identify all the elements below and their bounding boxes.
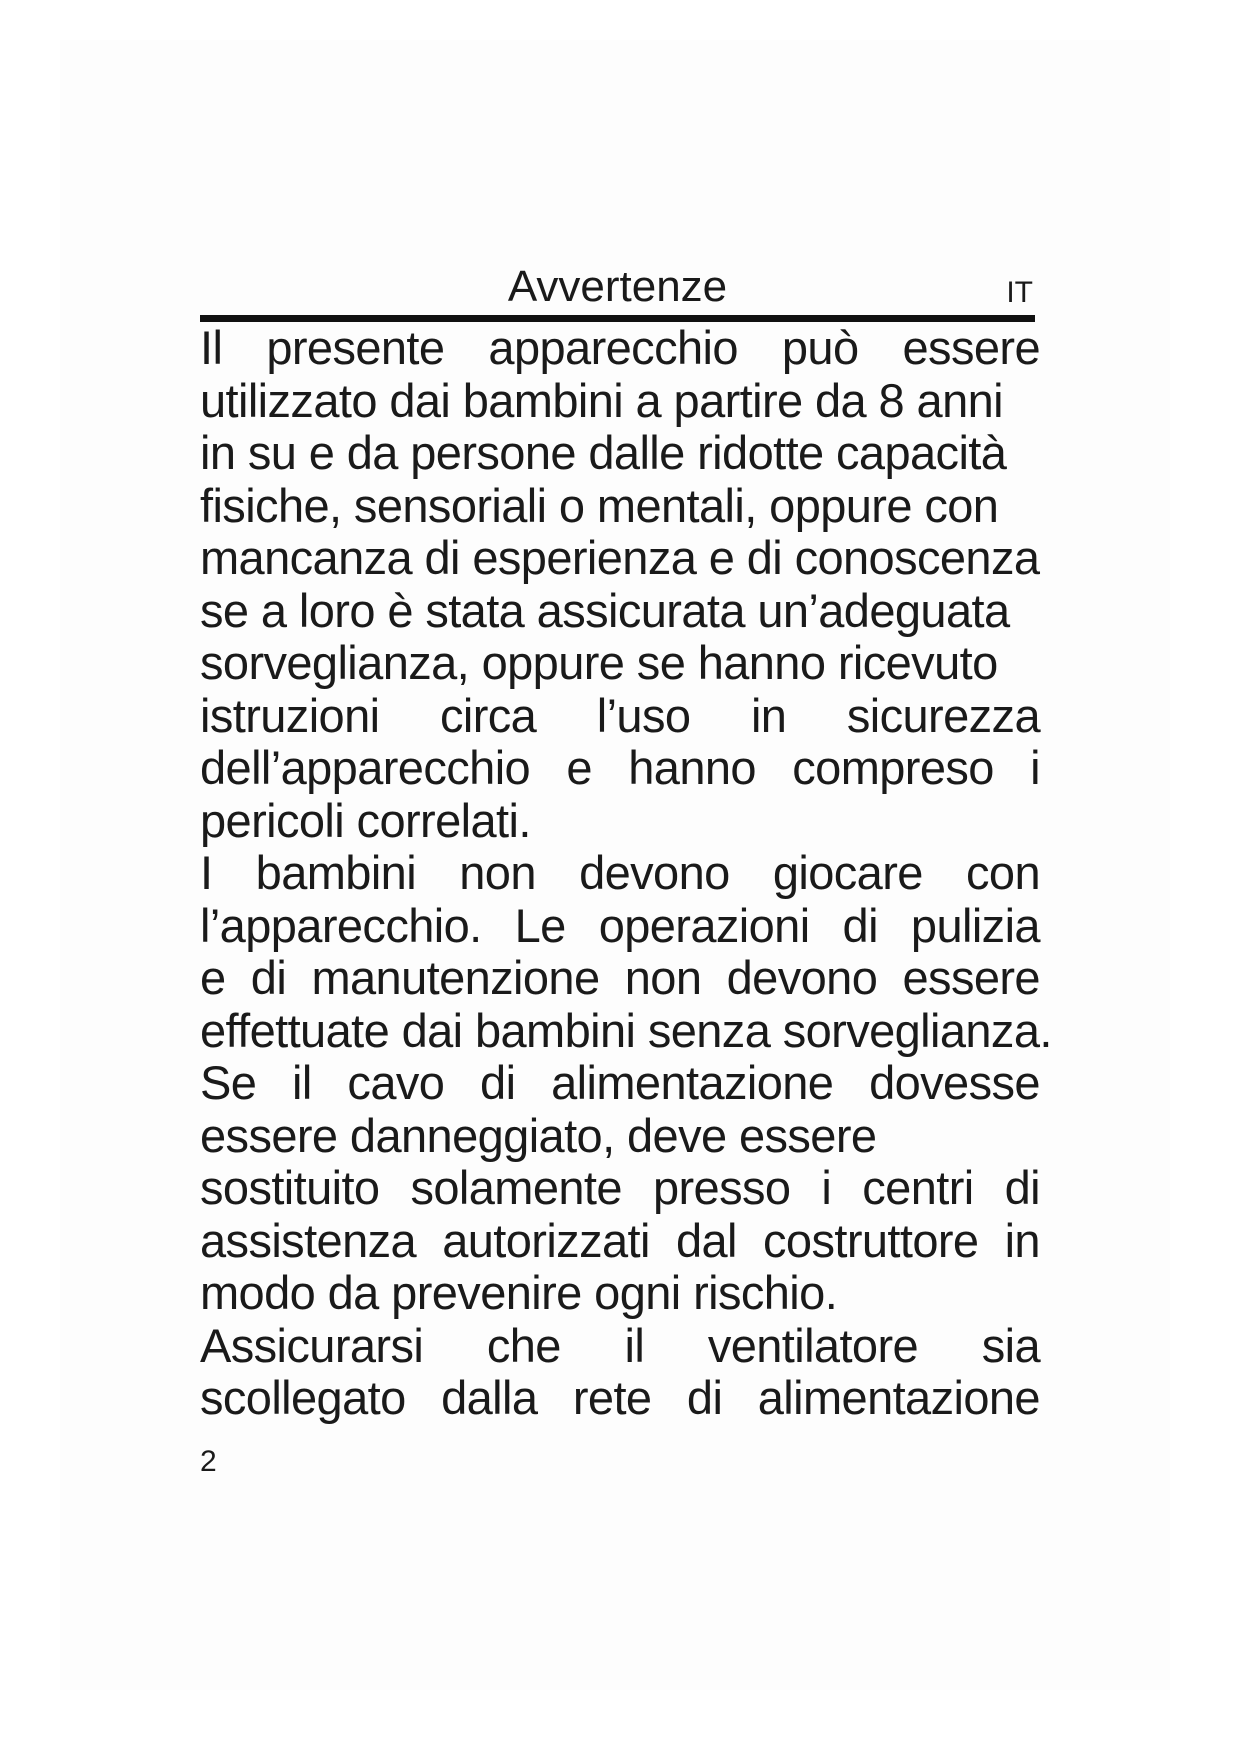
text-line: mancanza di esperienza e di conoscenza (200, 531, 1040, 584)
word: di (842, 898, 878, 952)
text-line (200, 952, 1040, 1005)
word: di (480, 1056, 516, 1109)
language-code: IT (1006, 276, 1033, 309)
word: centri (862, 1161, 974, 1214)
word: Assicurarsi (200, 1318, 424, 1372)
word: dal (675, 1213, 737, 1267)
word: essere (902, 951, 1040, 1004)
text-line: pericoli correlati. (200, 793, 531, 847)
text-line (200, 1372, 1040, 1425)
text-line: modo da prevenire ogni rischio. (200, 1266, 838, 1319)
word: Il (200, 321, 223, 374)
word: cavo (347, 1056, 445, 1109)
word: alimentazione (551, 1056, 834, 1109)
text-line: se a loro è stata assicurata un’adeguata (200, 583, 1010, 637)
text-line: effettuate dai bambini senza sorveglianza. (200, 1003, 1052, 1057)
text-line: in su e da persone dalle ridotte capacità (200, 426, 1007, 479)
word: rete (572, 1371, 652, 1424)
text-line (200, 742, 1040, 795)
word: istruzioni (200, 688, 380, 742)
word: autorizzati (442, 1213, 650, 1267)
word: può (781, 321, 859, 374)
page-number: 2 (200, 1445, 217, 1478)
word: solamente (410, 1161, 622, 1214)
word: dovesse (869, 1056, 1040, 1109)
word: di (686, 1371, 723, 1424)
word: dell’apparecchio (200, 741, 531, 794)
word: sicurezza (846, 688, 1040, 742)
word: Le (514, 898, 566, 952)
page-title: Avvertenze (507, 262, 728, 311)
word: sostituito (200, 1161, 380, 1214)
word: i (821, 1161, 832, 1214)
word: manutenzione (311, 951, 600, 1004)
warnings-body (200, 321, 1052, 1425)
word: assistenza (200, 1213, 417, 1267)
word: non (624, 951, 702, 1004)
text-line (200, 322, 1040, 375)
word: compreso (792, 741, 994, 794)
text-line (200, 690, 1040, 743)
word: i (1030, 741, 1040, 794)
text-line: sorveglianza, oppure se hanno ricevuto (200, 636, 998, 689)
word: costruttore (763, 1213, 979, 1267)
word: in (1004, 1213, 1040, 1267)
word: hanno (628, 741, 756, 794)
page-header (200, 262, 1035, 324)
word: dalla (441, 1371, 538, 1424)
word: I (200, 846, 213, 899)
word: apparecchio (488, 321, 738, 374)
word: il (292, 1056, 312, 1109)
word: pulizia (910, 898, 1040, 952)
word: devono (726, 951, 878, 1004)
word: l’uso (596, 688, 691, 742)
text-line (200, 900, 1040, 953)
word: il (624, 1318, 645, 1372)
word: alimentazione (757, 1371, 1040, 1424)
word: sia (981, 1318, 1040, 1372)
word: di (1004, 1161, 1040, 1214)
word: non (459, 846, 536, 899)
word: e (566, 741, 592, 794)
text-line: essere danneggiato, deve essere (200, 1108, 877, 1162)
word: l’apparecchio. (200, 898, 482, 952)
word: ventilatore (707, 1318, 919, 1372)
word: presso (652, 1161, 791, 1214)
word: bambini (255, 846, 417, 899)
word: essere (902, 321, 1040, 374)
word: e (200, 951, 226, 1004)
text-line (200, 847, 1040, 900)
text-line: fisiche, sensoriali o mentali, oppure con (200, 478, 999, 532)
text-line (200, 1162, 1040, 1215)
word: in (750, 688, 787, 742)
text-line (200, 1320, 1040, 1373)
text-line (200, 1057, 1040, 1110)
word: circa (439, 688, 537, 742)
word: di (250, 951, 287, 1004)
word: giocare (772, 846, 923, 899)
text-line: utilizzato dai bambini a partire da 8 anni (200, 373, 1004, 427)
word: Se (200, 1056, 257, 1109)
word: operazioni (598, 898, 810, 952)
word: presente (266, 321, 445, 374)
text-line (200, 1215, 1040, 1268)
word: con (966, 846, 1040, 899)
word: scollegato (200, 1371, 406, 1424)
word: devono (579, 846, 730, 899)
word: che (486, 1318, 561, 1372)
